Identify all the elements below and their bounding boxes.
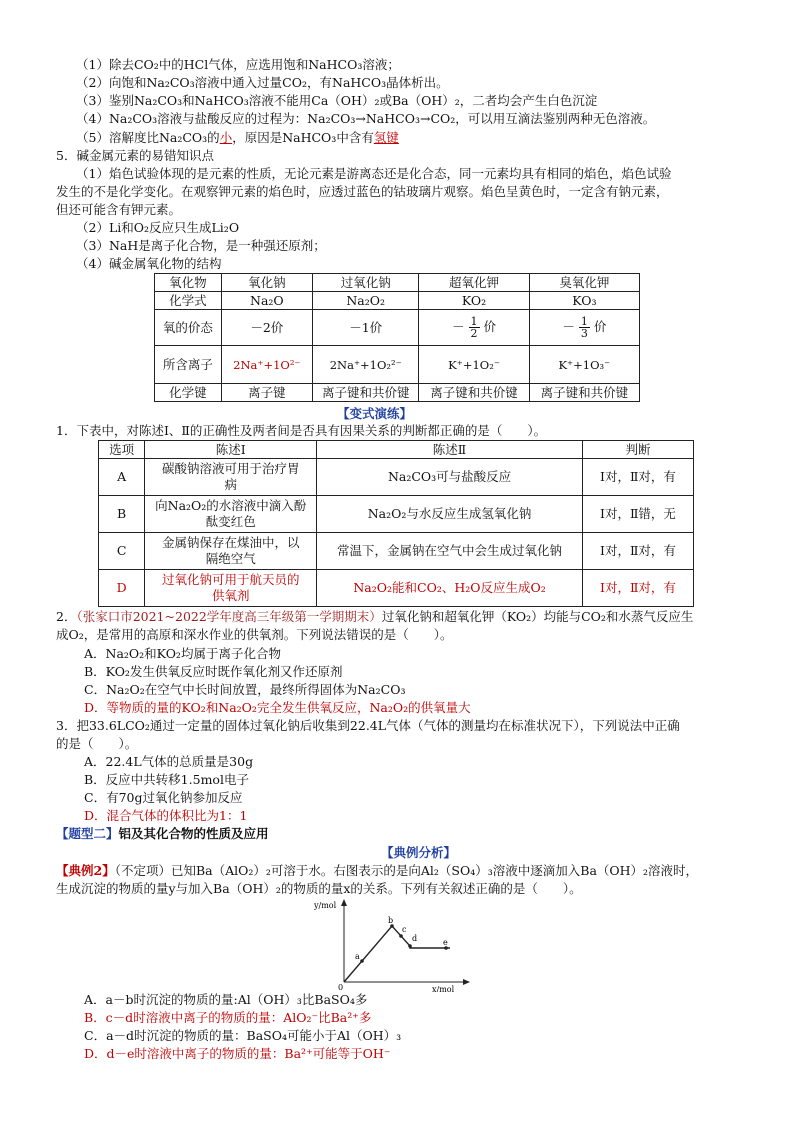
table-cell: 常温下，金属钠在空气中会生成过氧化钠: [317, 533, 583, 570]
type2-heading: [56, 825, 269, 843]
frac-unit: 价: [593, 319, 607, 334]
point-d: [408, 944, 412, 948]
oxide-table: [154, 273, 640, 402]
q2-option-c: C．Na₂O₂在空气中长时间放置，最终所得固体为Na₂CO₃: [84, 682, 406, 697]
item-4: （4）Na₂CO₃溶液与盐酸反应的过程为：Na₂CO₃→NaHCO₃→CO₂，可以用互滴法鉴别两种无色溶液。: [76, 111, 656, 126]
table-cell: D: [99, 570, 145, 607]
fraction: [469, 316, 480, 339]
practice-header: 【变式演练】: [337, 406, 413, 421]
table-cell: 2Na⁺+1O²⁻: [221, 346, 312, 384]
item-5-a: （5）溶解度比Na₂CO₃的: [76, 130, 220, 145]
table-cell: 离子键和共价键: [419, 384, 529, 402]
cell-line: 供氧剂: [211, 588, 250, 603]
table-cell: [145, 496, 317, 533]
table-cell: 臭氧化钾: [529, 274, 639, 292]
section5-p4: （4）碱金属氧化物的结构: [76, 256, 222, 271]
table-row: [99, 441, 694, 459]
q2-source: （张家口市2021~2022学年度高三年级第一学期期末）: [76, 609, 382, 624]
cell-line: 病: [224, 477, 237, 492]
frac-sign: －: [452, 319, 465, 334]
y-label: y/mol: [314, 901, 337, 910]
table-cell: K⁺+1O₃⁻: [529, 346, 639, 384]
label-d: d: [412, 934, 418, 943]
table-row: [99, 533, 694, 570]
label-b: b: [388, 916, 394, 925]
item-5-small: 小: [219, 130, 233, 145]
q2-stem-rest: 过氧化钠和超氧化钾（KO₂）均能与CO₂和水蒸气反应生: [381, 609, 694, 624]
table-cell: Ⅰ对，Ⅱ错，无: [582, 496, 693, 533]
table-cell: Na₂O₂能和CO₂、H₂O反应生成O₂: [317, 570, 583, 607]
table-cell: C: [99, 533, 145, 570]
section5-p1-line3: 但还可能含有钾元素。: [56, 202, 182, 217]
ex2-stem-line1: [56, 862, 698, 880]
section5-title: 5．碱金属元素的易错知识点: [56, 148, 214, 163]
label-c: c: [402, 925, 407, 934]
item-5-hbond: 氢键: [373, 130, 399, 145]
table-cell: K⁺+1O₂⁻: [419, 346, 529, 384]
table-cell-frac-ko3: [529, 310, 639, 346]
cell-line: 过氧化钠可用于航天员的: [161, 572, 300, 587]
item-2: （2）向饱和Na₂CO₃溶液中通入过量CO₂，有NaHCO₃晶体析出。: [76, 75, 449, 90]
origin-label: 0: [338, 983, 344, 992]
ex2-option-a: A．a－b时沉淀的物质的量:Al（OH）₃比BaSO₄多: [84, 992, 368, 1007]
table-cell: Ⅰ对，Ⅱ对，有: [582, 459, 693, 496]
table-cell: [145, 570, 317, 607]
example-header: 【典例分析】: [381, 845, 457, 860]
table-cell: [145, 533, 317, 570]
cell-line: 隔绝空气: [205, 551, 256, 566]
table-cell: Na₂O₂: [313, 292, 419, 310]
item-1: （1）除去CO₂中的HCl气体，应选用饱和NaHCO₃溶液；: [76, 57, 400, 72]
q2-number: 2．: [56, 609, 77, 624]
q3-option-c: C．有70g过氧化钠参加反应: [84, 790, 243, 805]
ex2-option-b: B．c－d时溶液中离子的物质的量：AlO₂⁻比Ba²⁺多: [84, 1010, 372, 1025]
label-a: a: [355, 952, 360, 961]
frac-den: 3: [580, 327, 588, 340]
type2-tag: 【题型二】: [56, 826, 119, 841]
table-cell: －2价: [221, 310, 312, 346]
table-cell: 2Na⁺+1O₂²⁻: [313, 346, 419, 384]
table-row: [155, 346, 640, 384]
cell-line: 向Na₂O₂的水溶液中滴入酚: [155, 498, 307, 513]
table-cell: 超氧化钾: [419, 274, 529, 292]
table-cell-frac-ko2: [419, 310, 529, 346]
precipitate-graph: [300, 896, 480, 992]
q3-option-d: D．混合气体的体积比为1：1: [84, 808, 248, 823]
point-a: [360, 959, 364, 963]
table-row: [155, 274, 640, 292]
item-5-b: ，原因是NaHCO₃中含有: [232, 130, 374, 145]
table-row: [99, 570, 694, 607]
section5-p1-line2: 发生的不是化学变化。在观察钾元素的焰色时，应透过蓝色的钴玻璃片观察。焰色呈黄色时，一定含有钠元素，: [56, 184, 669, 199]
frac-num: 1: [580, 315, 588, 328]
table-cell: 氧的价态: [155, 310, 222, 346]
table-cell: 离子键和共价键: [529, 384, 639, 402]
table-row: [155, 384, 640, 402]
table-cell: B: [99, 496, 145, 533]
ex2-tag: 【典例2】: [56, 863, 115, 878]
table-cell: －1价: [313, 310, 419, 346]
table-cell: 氧化物: [155, 274, 222, 292]
q2-option-b: B．KO₂发生供氧反应时既作氧化剂又作还原剂: [84, 664, 343, 679]
q1-table: [98, 440, 694, 607]
q3-stem-line2: 的是（ ）。: [56, 736, 138, 751]
x-label: x/mol: [432, 985, 455, 992]
table-cell: Na₂CO₃可与盐酸反应: [317, 459, 583, 496]
table-row: [99, 496, 694, 533]
table-cell: 化学键: [155, 384, 222, 402]
cell-line: 酞变红色: [205, 514, 256, 529]
fraction: [579, 316, 590, 339]
table-cell: 过氧化钠: [313, 274, 419, 292]
q2-option-a: A．Na₂O₂和KO₂均属于离子化合物: [84, 646, 281, 661]
section5-p1-line1: （1）焰色试验体现的是元素的性质，无论元素是游离态还是化合态，同一元素均具有相同的焰色，焰色试验: [76, 166, 672, 181]
ex2-stem1: （不定项）已知Ba（AlO₂）₂可溶于水。右图表示的是向Al₂（SO₄）₃溶液中逐滴加入Ba（OH）₂溶液时，: [114, 863, 699, 878]
table-cell: A: [99, 459, 145, 496]
table-cell: 所含离子: [155, 346, 222, 384]
table-cell: KO₃: [529, 292, 639, 310]
table-cell: 化学式: [155, 292, 222, 310]
point-c: [399, 934, 403, 938]
table-row: [99, 459, 694, 496]
table-header: 陈述Ⅰ: [145, 441, 317, 459]
q3-stem-line1: 3．把33.6LCO₂通过一定量的固体过氧化钠后收集到22.4L气体（气体的测量均在标准状况下），下列说法中正确: [56, 718, 680, 733]
section5-p2: （2）Li和O₂反应只生成Li₂O: [76, 220, 240, 235]
table-cell: Ⅰ对，Ⅱ对，有: [582, 570, 693, 607]
q2-option-d: D．等物质的量的KO₂和Na₂O₂完全发生供氧反应，Na₂O₂的供氧量大: [84, 700, 471, 715]
y-axis-arrow: [341, 899, 347, 906]
table-cell: Na₂O: [221, 292, 312, 310]
q2-stem-line1: [56, 608, 693, 626]
table-cell: 离子键和共价键: [313, 384, 419, 402]
table-cell: Ⅰ对，Ⅱ对，有: [582, 533, 693, 570]
table-header: 陈述Ⅱ: [317, 441, 583, 459]
table-row: [155, 292, 640, 310]
table-row: [155, 310, 640, 346]
table-header: 判断: [582, 441, 693, 459]
frac-unit: 价: [483, 319, 497, 334]
table-cell: Na₂O₂与水反应生成氢氧化钠: [317, 496, 583, 533]
frac-num: 1: [470, 315, 478, 328]
frac-den: 2: [470, 327, 478, 340]
table-cell: 氧化钠: [221, 274, 312, 292]
q3-option-a: A．22.4L气体的总质量是30g: [84, 754, 254, 769]
ex2-option-c: C．a－d时沉淀的物质的量：BaSO₄可能小于Al（OH）₃: [84, 1028, 402, 1043]
q1-stem: 1．下表中，对陈述Ⅰ、Ⅱ的正确性及两者间是否具有因果关系的判断都正确的是（ ）。: [56, 423, 547, 438]
item-5: [76, 129, 399, 147]
frac-sign: －: [562, 319, 575, 334]
cell-line: 碳酸钠溶液可用于治疗胃: [161, 461, 300, 476]
table-cell: 离子键: [221, 384, 312, 402]
q2-stem-line2: 成O₂，是常用的高原和深水作业的供氧剂。下列说法错误的是（ ）。: [56, 627, 453, 642]
table-cell: [145, 459, 317, 496]
table-header: 选项: [99, 441, 145, 459]
q3-option-b: B．反应中共转移1.5mol电子: [84, 772, 249, 787]
ex2-option-d: D．d－e时溶液中离子的物质的量：Ba²⁺可能等于OH⁻: [84, 1046, 391, 1061]
label-e: e: [443, 938, 448, 947]
item-3: （3）鉴别Na₂CO₃和NaHCO₃溶液不能用Ca（OH）₂或Ba（OH）₂，二者均会产生白色沉淀: [76, 93, 598, 108]
type2-title: 铝及其化合物的性质及应用: [118, 826, 269, 841]
table-cell: KO₂: [419, 292, 529, 310]
cell-line: 金属钠保存在煤油中，以: [161, 535, 300, 550]
ex2-stem-line2: 生成沉淀的物质的量y与加入Ba（OH）₂的物质的量x的关系。下列有关叙述正确的是（ ）。: [56, 881, 582, 896]
curve: [344, 926, 450, 982]
section5-p3: （3）NaH是离子化合物，是一种强还原剂；: [76, 238, 326, 253]
x-axis-arrow: [463, 979, 470, 985]
